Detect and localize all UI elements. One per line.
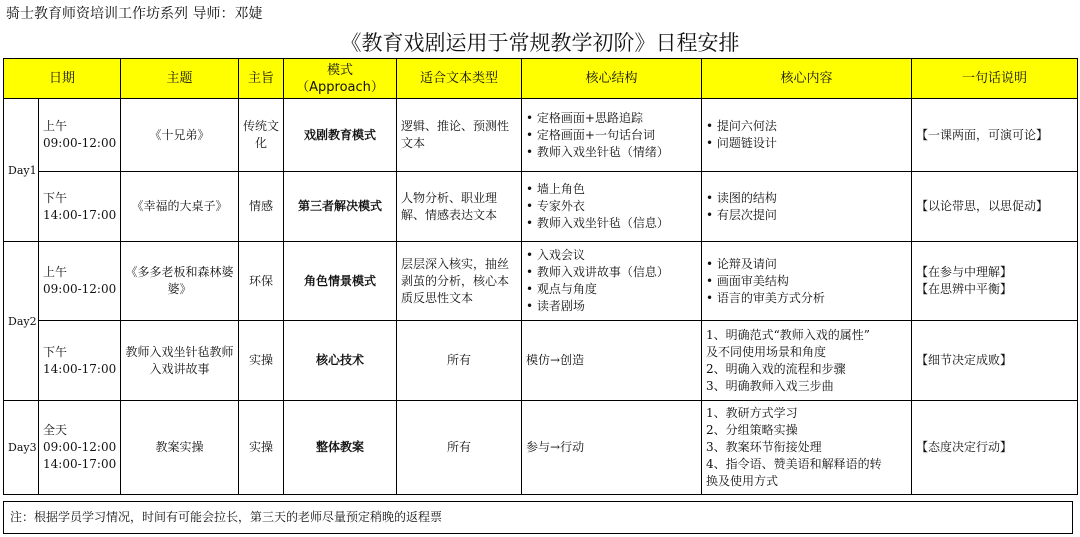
day-label: Day2 bbox=[4, 242, 39, 401]
mode-cell: 第三者解决模式 bbox=[284, 172, 397, 242]
structure-text: 参与→行动 bbox=[526, 440, 585, 454]
purpose-cell: 实操 bbox=[239, 401, 284, 495]
structure-cell bbox=[522, 172, 702, 242]
header-mode bbox=[284, 59, 397, 99]
structure-cell bbox=[522, 401, 702, 495]
time-range: 09:00-12:00 bbox=[43, 136, 117, 150]
theme-cell: 教师入戏坐针毡教师入戏讲故事 bbox=[121, 321, 239, 401]
list-item: • 专家外衣 bbox=[526, 199, 585, 213]
list-item: • 定格画面+一句话台词 bbox=[526, 127, 655, 142]
table-row bbox=[4, 242, 1078, 321]
content-cell bbox=[702, 172, 912, 242]
list-item: • 问题链设计 bbox=[706, 136, 777, 150]
day-label: Day3 bbox=[4, 401, 39, 495]
structure-cell bbox=[522, 242, 702, 321]
theme-cell: 《十兄弟》 bbox=[121, 99, 239, 172]
time-period: 上午 bbox=[43, 119, 68, 133]
structure-cell bbox=[522, 99, 702, 172]
time-range: 14:00-17:00 bbox=[43, 457, 117, 471]
text-type-cell: 人物分析、职业理解、情感表达文本 bbox=[397, 172, 522, 242]
time-cell bbox=[39, 172, 121, 242]
time-period: 下午 bbox=[43, 344, 68, 359]
day-label: Day1 bbox=[4, 99, 39, 242]
list-item: • 读者剧场 bbox=[526, 299, 585, 313]
time-period: 全天 bbox=[43, 423, 68, 437]
list-item: • 定格画面+思路追踪 bbox=[526, 110, 643, 125]
text-type-cell: 所有 bbox=[397, 401, 522, 495]
summary-line: 【态度决定行动】 bbox=[916, 440, 1013, 454]
time-range: 14:00-17:00 bbox=[43, 207, 117, 222]
header-theme: 主题 bbox=[121, 59, 239, 99]
list-item: • 读图的结构 bbox=[706, 190, 777, 205]
theme-cell: 教案实操 bbox=[121, 401, 239, 495]
time-cell bbox=[39, 401, 121, 495]
purpose-cell: 情感 bbox=[239, 172, 284, 242]
table-row bbox=[4, 99, 1078, 172]
text-type-cell: 逻辑、推论、预测性文本 bbox=[397, 99, 522, 172]
summary-cell bbox=[912, 172, 1078, 242]
time-cell bbox=[39, 321, 121, 401]
list-item: • 教师入戏坐针毡（信息） bbox=[526, 216, 669, 230]
text-type-cell: 所有 bbox=[397, 321, 522, 401]
mode-cell: 整体教案 bbox=[284, 401, 397, 495]
header-date: 日期 bbox=[4, 59, 121, 99]
summary-cell bbox=[912, 242, 1078, 321]
table-row bbox=[4, 321, 1078, 401]
header-summary: 一句话说明 bbox=[912, 59, 1078, 99]
time-period: 下午 bbox=[43, 190, 68, 205]
summary-cell bbox=[912, 401, 1078, 495]
list-item: • 论辩及请问 bbox=[706, 256, 777, 271]
summary-line: 【在参与中理解】 bbox=[916, 265, 1013, 279]
series-title: 骑士教育师资培训工作坊系列 导师：邓婕 bbox=[6, 6, 263, 22]
time-cell bbox=[39, 99, 121, 172]
time-range: 09:00-12:00 bbox=[43, 282, 117, 296]
list-item: • 提问六何法 bbox=[706, 119, 777, 133]
time-period: 上午 bbox=[43, 265, 68, 279]
table-row bbox=[4, 172, 1078, 242]
header-purpose: 主旨 bbox=[239, 59, 284, 99]
header-row bbox=[4, 59, 1078, 99]
content-cell bbox=[702, 242, 912, 321]
list-item: 1、明确范式“教师入戏的属性” bbox=[706, 327, 870, 342]
header-structure: 核心结构 bbox=[522, 59, 702, 99]
list-item: • 观点与角度 bbox=[526, 282, 597, 296]
list-item: 1、教研方式学习 bbox=[706, 406, 798, 420]
purpose-cell: 环保 bbox=[239, 242, 284, 321]
content-cell bbox=[702, 99, 912, 172]
summary-cell bbox=[912, 321, 1078, 401]
structure-cell bbox=[522, 321, 702, 401]
text-type-cell: 层层深入核实，抽丝剥茧的分析，核心本质反思性文本 bbox=[397, 242, 522, 321]
list-item: 及不同使用场景和角度 bbox=[706, 344, 827, 359]
list-item: • 有层次提问 bbox=[706, 207, 777, 222]
time-cell bbox=[39, 242, 121, 321]
list-item: • 入戏会议 bbox=[526, 248, 585, 262]
content-cell bbox=[702, 401, 912, 495]
list-item: 3、教案环节衔接处理 bbox=[706, 440, 822, 454]
list-item: • 教师入戏坐针毡（情绪） bbox=[526, 144, 669, 159]
list-item: 4、指令语、赞美语和解释语的转 bbox=[706, 457, 882, 471]
theme-cell: 《多多老板和森林婆婆》 bbox=[121, 242, 239, 321]
summary-line: 【一课两面，可演可论】 bbox=[916, 127, 1049, 142]
time-range: 09:00-12:00 bbox=[43, 440, 117, 454]
list-item: • 墙上角色 bbox=[526, 182, 585, 196]
list-item: • 画面审美结构 bbox=[706, 273, 789, 288]
summary-line: 【以论带思，以思促动】 bbox=[916, 199, 1049, 213]
list-item: 2、分组策略实操 bbox=[706, 423, 798, 437]
table-row bbox=[4, 401, 1078, 495]
time-range: 14:00-17:00 bbox=[43, 361, 117, 376]
list-item: 换及使用方式 bbox=[706, 474, 779, 488]
purpose-cell: 传统文化 bbox=[239, 99, 284, 172]
list-item: 2、明确入戏的流程和步骤 bbox=[706, 361, 846, 376]
list-item: 3、明确教师入戏三步曲 bbox=[706, 378, 834, 393]
summary-line: 【在思辨中平衡】 bbox=[916, 282, 1013, 296]
list-item: • 语言的审美方式分析 bbox=[706, 290, 825, 305]
header-text-type: 适合文本类型 bbox=[397, 59, 522, 99]
content-cell bbox=[702, 321, 912, 401]
header-mode-line2: （Approach） bbox=[296, 79, 384, 95]
schedule-table bbox=[3, 58, 1078, 495]
header-mode-line1: 模式 bbox=[327, 62, 354, 78]
summary-line: 【细节决定成败】 bbox=[916, 353, 1013, 367]
mode-cell: 戏剧教育模式 bbox=[284, 99, 397, 172]
header-content: 核心内容 bbox=[702, 59, 912, 99]
structure-text: 模仿→创造 bbox=[526, 353, 585, 367]
mode-cell: 核心技术 bbox=[284, 321, 397, 401]
footnote: 注：根据学员学习情况，时间有可能会拉长，第三天的老师尽量预定稍晚的返程票 bbox=[3, 501, 1073, 534]
page-title: 《教育戏剧运用于常规教学初阶》日程安排 bbox=[340, 31, 740, 55]
list-item: • 教师入戏讲故事（信息） bbox=[526, 265, 669, 279]
purpose-cell: 实操 bbox=[239, 321, 284, 401]
summary-cell bbox=[912, 99, 1078, 172]
mode-cell: 角色情景模式 bbox=[284, 242, 397, 321]
theme-cell: 《幸福的大桌子》 bbox=[121, 172, 239, 242]
